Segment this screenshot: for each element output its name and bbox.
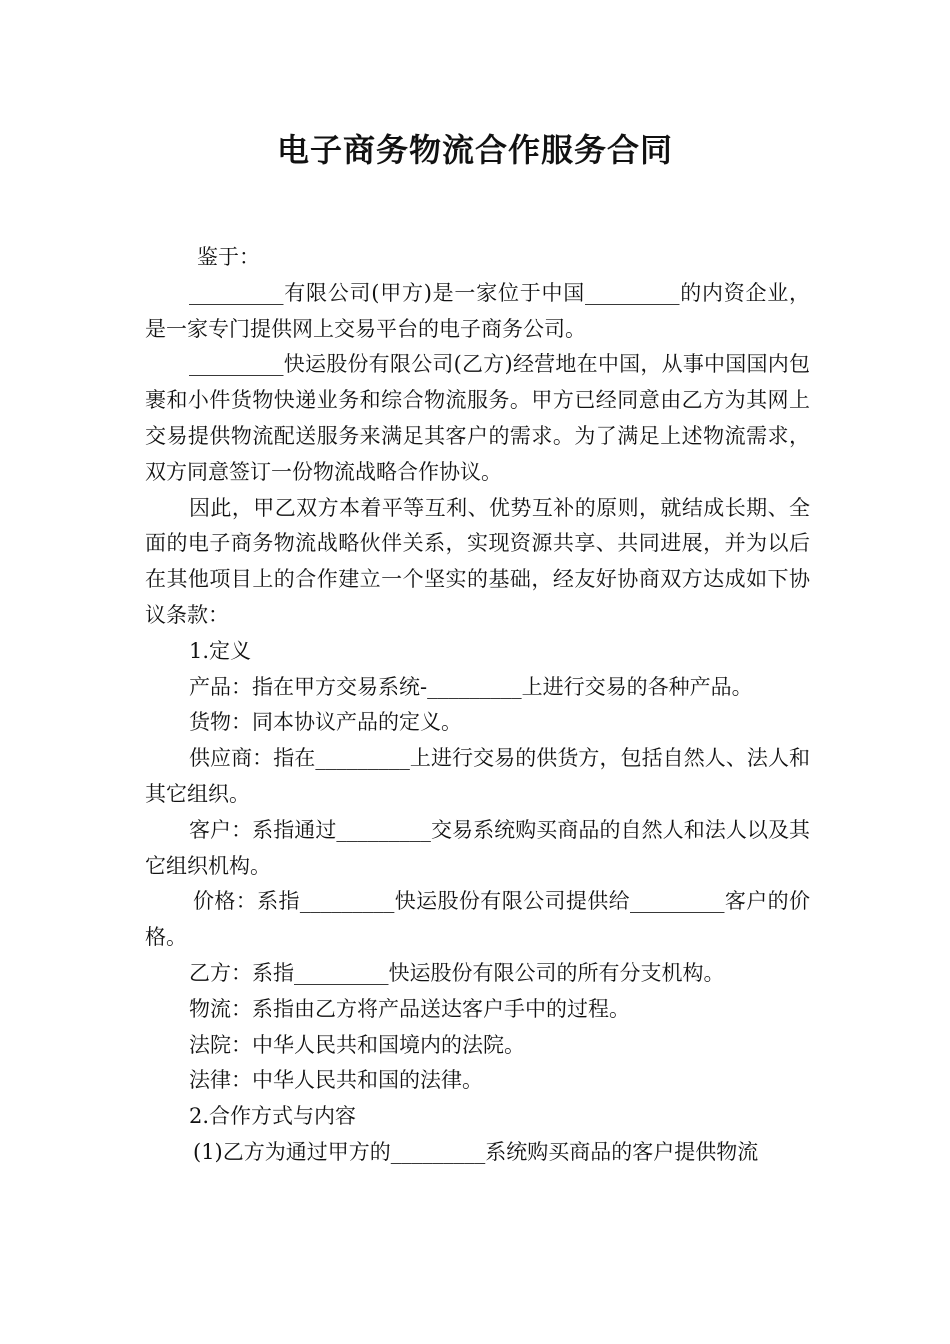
definition-court: 法院：中华人民共和国境内的法院。 [189, 1032, 525, 1057]
paragraph-purpose: 因此，甲乙双方本着平等互利、优势互补的原则，就结成长期、全面的电子商务物流战略伙伴关系，实现资源共享、共同进展，并为以后在其他项目上的合作建立一个坚实的基础，经友好协商双方达成如下协议条款： [145, 495, 810, 627]
definition-price: 价格：系指_________快运股份有限公司提供给_________客户的价格。 [145, 889, 810, 950]
paragraph-party-a: _________有限公司(甲方)是一家位于中国_________的内资企业，是一家专门提供网上交易平台的电子商务公司。 [145, 280, 810, 341]
section-heading-definitions: 1.定义 [189, 638, 252, 663]
definition-product: 产品：指在甲方交易系统-_________上进行交易的各种产品。 [189, 674, 753, 699]
document-title: 电子商务物流合作服务合同 [276, 131, 673, 169]
definition-customer: 客户：系指通过_________交易系统购买商品的自然人和法人以及其它组织机构。 [145, 817, 810, 878]
paragraph-party-b: _________快运股份有限公司(乙方)经营地在中国，从事中国国内包裹和小件货物快递业务和综合物流服务。甲方已经同意由乙方为其网上交易提供物流配送服务来满足其客户的需求。为了满足上述物流需求，双方同意签订一份物流战略合作协议。 [145, 352, 810, 484]
section-heading-cooperation: 2.合作方式与内容 [189, 1104, 357, 1129]
document-body [145, 240, 810, 1171]
clause-cooperation-1: (1)乙方为通过甲方的_________系统购买商品的客户提供物流 [193, 1139, 759, 1164]
definition-supplier: 供应商：指在_________上进行交易的供货方，包括自然人、法人和其它组织。 [145, 746, 810, 806]
definition-logistics: 物流：系指由乙方将产品送达客户手中的过程。 [189, 996, 630, 1021]
definition-party-b: 乙方：系指_________快运股份有限公司的所有分支机构。 [189, 960, 725, 985]
definition-law: 法律：中华人民共和国的法律。 [189, 1068, 483, 1093]
paragraph-whereas: 鉴于： [197, 245, 260, 269]
definition-goods: 货物：同本协议产品的定义。 [189, 710, 462, 735]
